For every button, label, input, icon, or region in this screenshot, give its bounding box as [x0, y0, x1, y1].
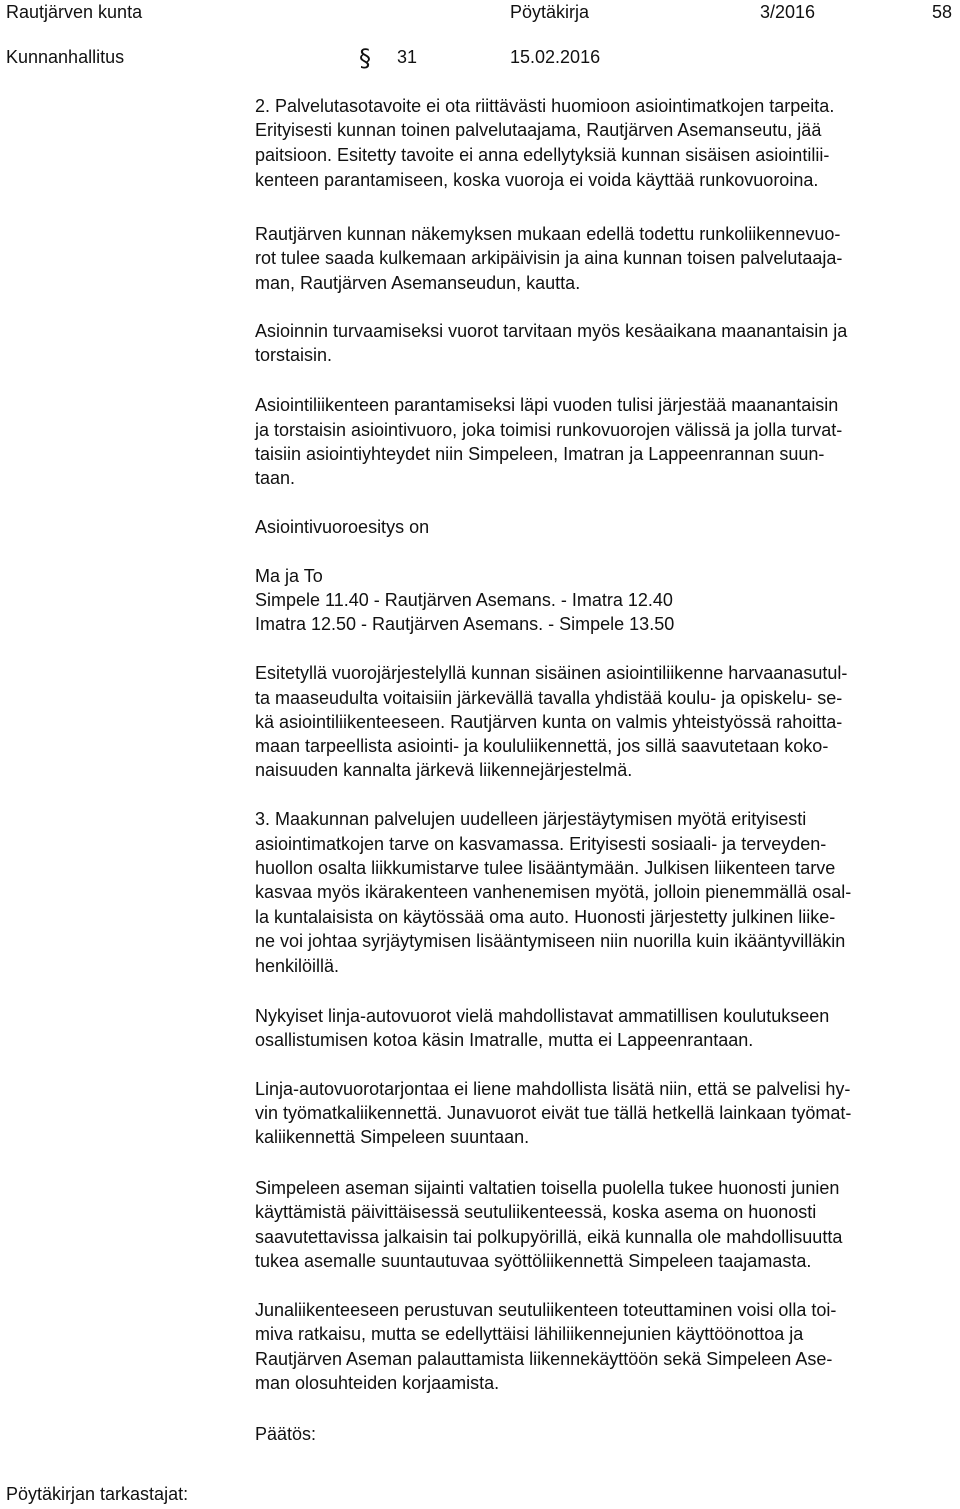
text-line: Rautjärven Aseman palauttamista liikennekäyttöön sekä Simpeleen Ase- [255, 1349, 833, 1369]
text-line: Asiointiliikenteen parantamiseksi läpi vuoden tulisi järjestää maanantaisin [255, 395, 839, 415]
doc-type: Pöytäkirja [510, 2, 590, 22]
text-line: torstaisin. [255, 345, 333, 365]
text-line: osallistumisen kotoa käsin Imatralle, mutta ei Lappeenrantaan. [255, 1030, 754, 1050]
svg-text:§: § [359, 44, 371, 72]
text-line: asiointimatkojen tarve on kasvamassa. Erityisesti sosiaali- ja terveyden- [255, 834, 827, 854]
footer-reviewers-label: Pöytäkirjan tarkastajat: [6, 1484, 189, 1504]
text-line: taan. [255, 468, 296, 488]
text-line: Simpeleen aseman sijainti valtatien toisella puolella tukee huonosti junien [255, 1178, 840, 1198]
text-line: ne voi johtaa syrjäytymisen lisääntymiseen niin nuorilla kuin ikääntyvilläkin [255, 931, 846, 951]
text-line: vin työmatkaliikennettä. Junavuorot eivät tue tällä hetkellä lainkaan työmat- [255, 1103, 852, 1123]
text-line: taisiin asiointiyhteydet niin Simpeleen, Imatran ja Lappeenrannan suun- [255, 444, 825, 464]
text-line: kä asiointiliikenteeseen. Rautjärven kunta on valmis yhteistyössä rahoitta- [255, 712, 843, 732]
text-line: Junaliikenteeseen perustuvan seutuliikenteen toteuttaminen voisi olla toi- [255, 1300, 837, 1320]
text-line: henkilöillä. [255, 956, 340, 976]
body-name: Kunnanhallitus [6, 47, 125, 67]
text-line: la kuntalaisista on käytössää oma auto. Huonosti järjestetty julkinen liike- [255, 907, 836, 927]
text-line: Esitetyllä vuorojärjestelyllä kunnan sisäinen asiointiliikenne harvaanasutul- [255, 663, 848, 683]
text-line: Simpele 11.40 - Rautjärven Asemans. - Imatra 12.40 [255, 590, 673, 610]
text-line: Nykyiset linja-autovuorot vielä mahdollistavat ammatillisen koulutukseen [255, 1006, 830, 1026]
doc-number: 3/2016 [760, 2, 816, 22]
text-line: kenteen parantamiseen, koska vuoroja ei voida käyttää runkovuoroina. [255, 170, 819, 190]
text-line: Rautjärven kunnan näkemyksen mukaan edellä todettu runkoliikennevuo- [255, 224, 841, 244]
text-line: man olosuhteiden korjaamista. [255, 1373, 500, 1393]
text-line: Asioinnin turvaamiseksi vuorot tarvitaan myös kesäaikana maanantaisin ja [255, 321, 848, 341]
text-line: 3. Maakunnan palvelujen uudelleen järjestäytymisen myötä erityisesti [255, 809, 807, 829]
text-line: Ma ja To [255, 566, 323, 586]
section-number: 31 [397, 47, 418, 67]
text-line: man, Rautjärven Asemanseudun, kautta. [255, 273, 581, 293]
text-line: ja torstaisin asiointivuoro, joka toimisi runkovuorojen välissä ja jolla turvat- [255, 420, 843, 440]
text-line: käyttämistä päivittäisessä seutuliikenteessä, koska asema on huonosti [255, 1202, 817, 1222]
text-line: miva ratkaisu, mutta se edellyttäisi lähiliikennejunien käyttöönottoa ja [255, 1324, 804, 1344]
text-line: kaliikennettä Simpeleen suuntaan. [255, 1127, 530, 1147]
org-name: Rautjärven kunta [6, 2, 143, 22]
text-line: Imatra 12.50 - Rautjärven Asemans. - Simpele 13.50 [255, 614, 675, 634]
text-line: naisuuden kannalta järkevä liikennejärjestelmä. [255, 760, 633, 780]
text-line: 2. Palvelutasotavoite ei ota riittävästi huomioon asiointimatkojen tarpeita. [255, 96, 835, 116]
text-line: rot tulee saada kulkemaan arkipäivisin ja aina kunnan toisen palvelutaaja- [255, 248, 843, 268]
text-line: paitsioon. Esitetty tavoite ei anna edellytyksiä kunnan sisäisen asiointilii- [255, 145, 830, 165]
text-line: Erityisesti kunnan toinen palvelutaajama, Rautjärven Asemanseutu, jää [255, 120, 822, 140]
section-sign-icon [358, 42, 374, 77]
text-line: kasvaa myös ikärakenteen vanhenemisen myötä, jolloin pienemmällä osal- [255, 882, 852, 902]
meeting-date: 15.02.2016 [510, 47, 601, 67]
text-line: maan tarpeellista asiointi- ja koululiikennettä, jos sillä saavutetaan koko- [255, 736, 829, 756]
text-line: tukea asemalle suuntautuvaa syöttöliikennettä Simpeleen taajamasta. [255, 1251, 812, 1271]
text-line: Asiointivuoroesitys on [255, 517, 430, 537]
decision-label: Päätös: [255, 1424, 317, 1444]
text-line: ta maaseudulta voitaisiin järkevällä tavalla yhdistää koulu- ja opiskelu- se- [255, 688, 843, 708]
text-line: Linja-autovuorotarjontaa ei liene mahdollista lisätä niin, että se palvelisi hy- [255, 1079, 851, 1099]
text-line: huollon osalta liikkumistarve tulee lisääntymään. Julkisen liikenteen tarve [255, 858, 836, 878]
page-number: 58 [932, 2, 953, 22]
text-line: saavutettavissa jalkaisin tai polkupyörillä, eikä kunnalla ole mahdollisuutta [255, 1227, 843, 1247]
